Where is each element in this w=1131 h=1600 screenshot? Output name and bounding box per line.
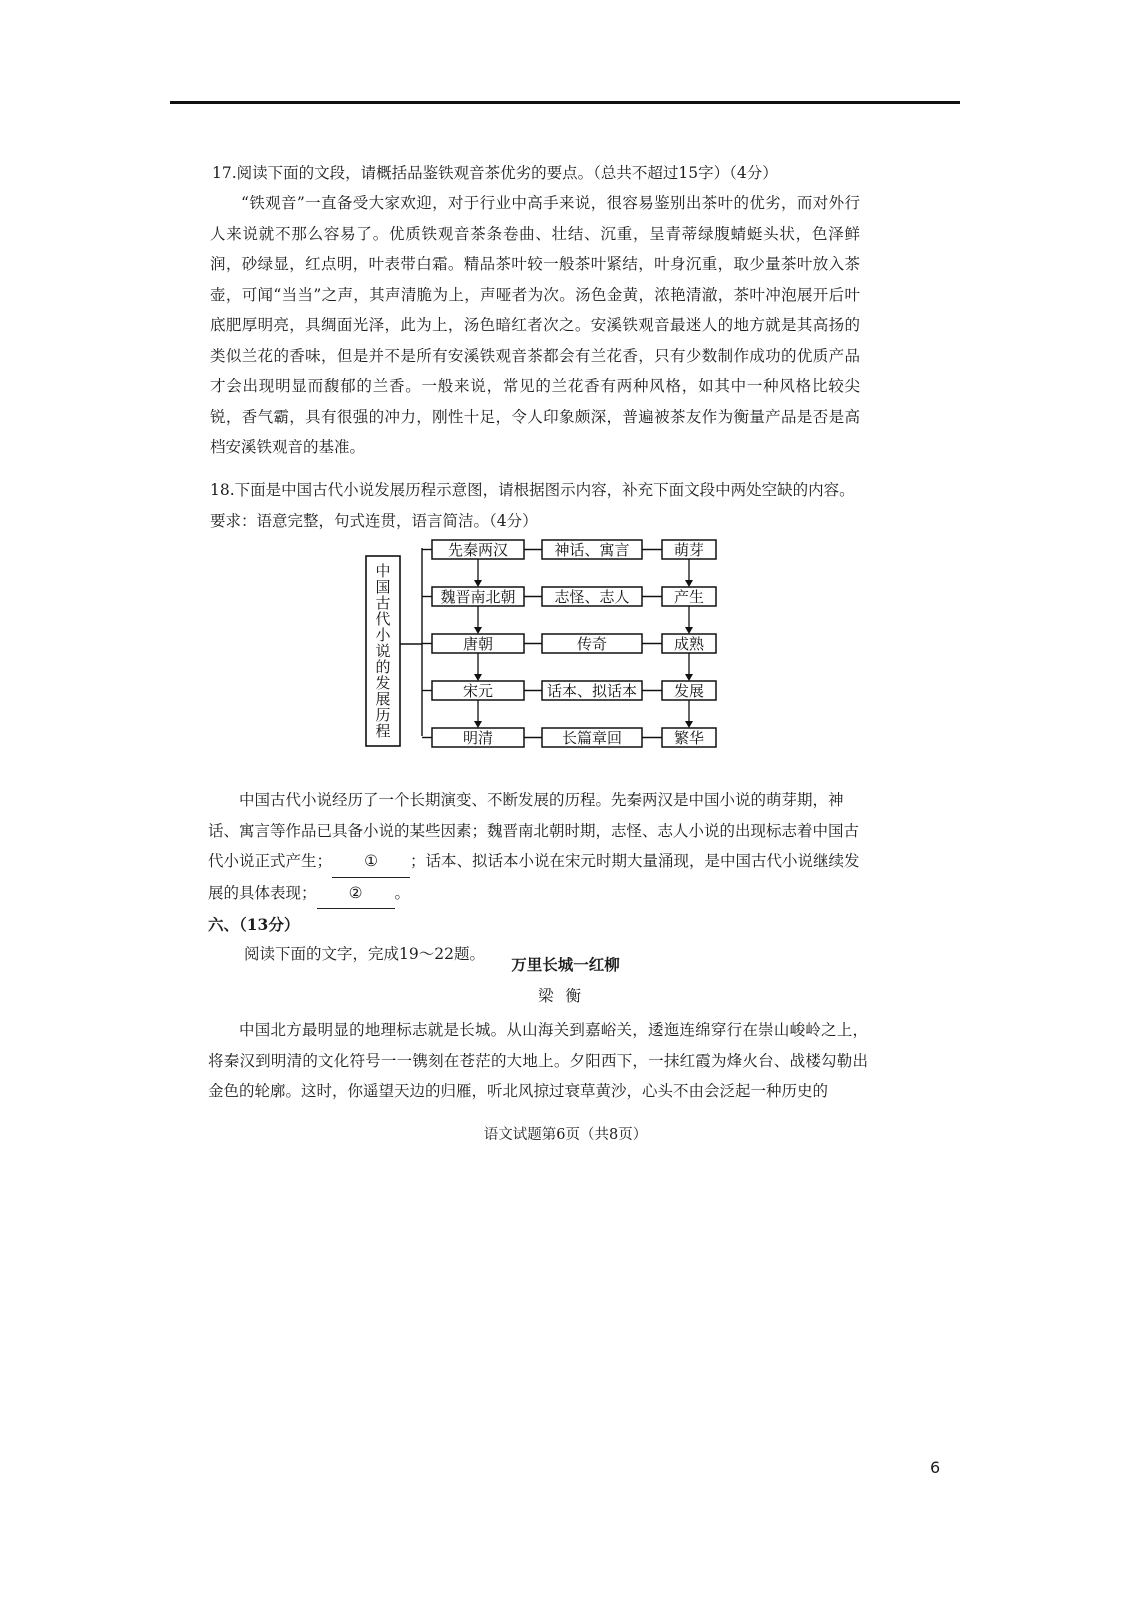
diagram-label-char: 发: [375, 674, 391, 692]
question-17-title: 17.阅读下面的文段，请概括品鉴铁观音茶优劣的要点。（总共不超过15字）（4分）: [212, 164, 778, 182]
section-6-instruction: 阅读下面的文字，完成19～22题。: [244, 945, 485, 963]
arrow-down-icon: [474, 674, 482, 681]
diagram-label-char: 古: [375, 594, 391, 612]
diagram-stage-label: 发展: [673, 682, 705, 700]
diagram-label-char: 历: [375, 706, 391, 724]
diagram-label-char: 程: [375, 722, 391, 740]
fill-text-part1: 中国古代小说经历了一个长期演变、不断发展的历程。先秦两汉是中国小说的萌芽期，神话、寓言等作品已具备小说的某些因素；魏晋南北朝时期，志怪、志人小说的出现标志着中国古代小说正式产生；: [208, 791, 860, 870]
article-title: 万里长城一红柳: [511, 955, 620, 974]
section-6-heading: 六、（13分）: [208, 915, 300, 934]
diagram-genre-label: 传奇: [576, 635, 608, 653]
question-18-title: [210, 475, 910, 537]
top-rule: [170, 101, 960, 104]
diagram-label-char: 代: [375, 610, 391, 628]
diagram-era-label: 先秦两汉: [447, 541, 509, 559]
arrow-down-icon: [474, 580, 482, 587]
diagram-genre-label: 长篇章回: [561, 729, 623, 747]
page-footer: 语文试题第6页（共8页）: [483, 1127, 648, 1143]
diagram-era-label: 明清: [462, 729, 494, 747]
arrow-down-icon: [685, 674, 693, 681]
diagram-label-char: 展: [375, 690, 391, 708]
page-number: 6: [930, 1458, 941, 1477]
diagram-label-char: 小: [375, 626, 391, 644]
question-18-fill-passage: [208, 785, 868, 909]
arrow-down-icon: [474, 721, 482, 728]
fill-text-part2: ；话本、拟话本小说在宋元时期大量涌现，是中国古代小说继续发展的具体表现；: [208, 852, 860, 902]
blank-1[interactable]: ①: [332, 846, 410, 878]
question-17-passage: “铁观音”一直备受大家欢迎，对于行业中高手来说，很容易鉴别出茶叶的优劣，而对外行人来说就不那么容易了。优质铁观音茶条卷曲、壮结、沉重，呈青蒂绿腹蜻蜓头状，色泽鲜润，砂绿显，红点明，叶表带白霜。精品茶叶较一般茶叶紧结，叶身沉重，取少量茶叶放入茶壶，可闻“当当”之声，其声清脆为上，声哑者为次。汤色金黄，浓艳清澈，茶叶冲泡展开后叶底肥厚明亮，具绸面光泽，此为上，汤色暗红者次之。安溪铁观音最迷人的地方就是其高扬的类似兰花的香味，但是并不是所有安溪铁观音茶都会有兰花香，只有少数制作成功的优质产品才会出现明显而馥郁的兰香。一般来说，常见的兰花香有两种风格，如其中一种风格比较尖锐，香气霸，具有很强的冲力，刚性十足，令人印象颇深，普遍被茶友作为衡量产品是否是高档安溪铁观音的基准。: [210, 194, 860, 456]
diagram-genre-label: 话本、拟话本: [546, 682, 638, 700]
question-18-title-line1: 18.下面是中国古代小说发展历程示意图，请根据图示内容，补充下面文段中两处空缺的内容。: [210, 481, 855, 499]
arrow-down-icon: [474, 627, 482, 634]
diagram-stage-label: 产生: [673, 588, 705, 606]
fill-text-end: 。: [394, 883, 411, 902]
diagram-era-label: 宋元: [462, 682, 494, 700]
arrow-down-icon: [685, 580, 693, 587]
article-author: 梁衡: [537, 987, 593, 1005]
diagram-genre-label: 神话、寓言: [554, 541, 630, 559]
diagram-era-label: 魏晋南北朝: [440, 588, 516, 606]
diagram-label-char: 中: [375, 562, 391, 580]
diagram-genre-label: 志怪、志人: [554, 588, 630, 606]
arrow-down-icon: [685, 627, 693, 634]
diagram-label-char: 的: [375, 658, 391, 676]
diagram-era-label: 唐朝: [462, 635, 494, 653]
diagram-stage-label: 繁华: [673, 729, 705, 747]
diagram-label-char: 说: [375, 642, 391, 660]
diagram-stage-label: 成熟: [673, 635, 705, 653]
blank-2[interactable]: ②: [317, 878, 395, 910]
article-body: 中国北方最明显的地理标志就是长城。从山海关到嘉峪关，逶迤连绵穿行在崇山峻岭之上，将秦汉到明清的文化符号一一镌刻在苍茫的大地上。夕阳西下，一抹红霞为烽火台、战楼勾勒出金色的轮廓。这时，你遥望天边的归雁，听北风掠过衰草黄沙，心头不由会泛起一种历史的: [208, 1021, 868, 1100]
diagram-label: [375, 562, 391, 740]
question-18-title-line2: 要求：语意完整，句式连贯，语言简洁。（4分）: [210, 512, 538, 530]
arrow-down-icon: [685, 721, 693, 728]
diagram-stage-label: 萌芽: [673, 541, 705, 559]
novel-development-diagram: [360, 532, 760, 752]
diagram-label-char: 国: [375, 578, 391, 596]
